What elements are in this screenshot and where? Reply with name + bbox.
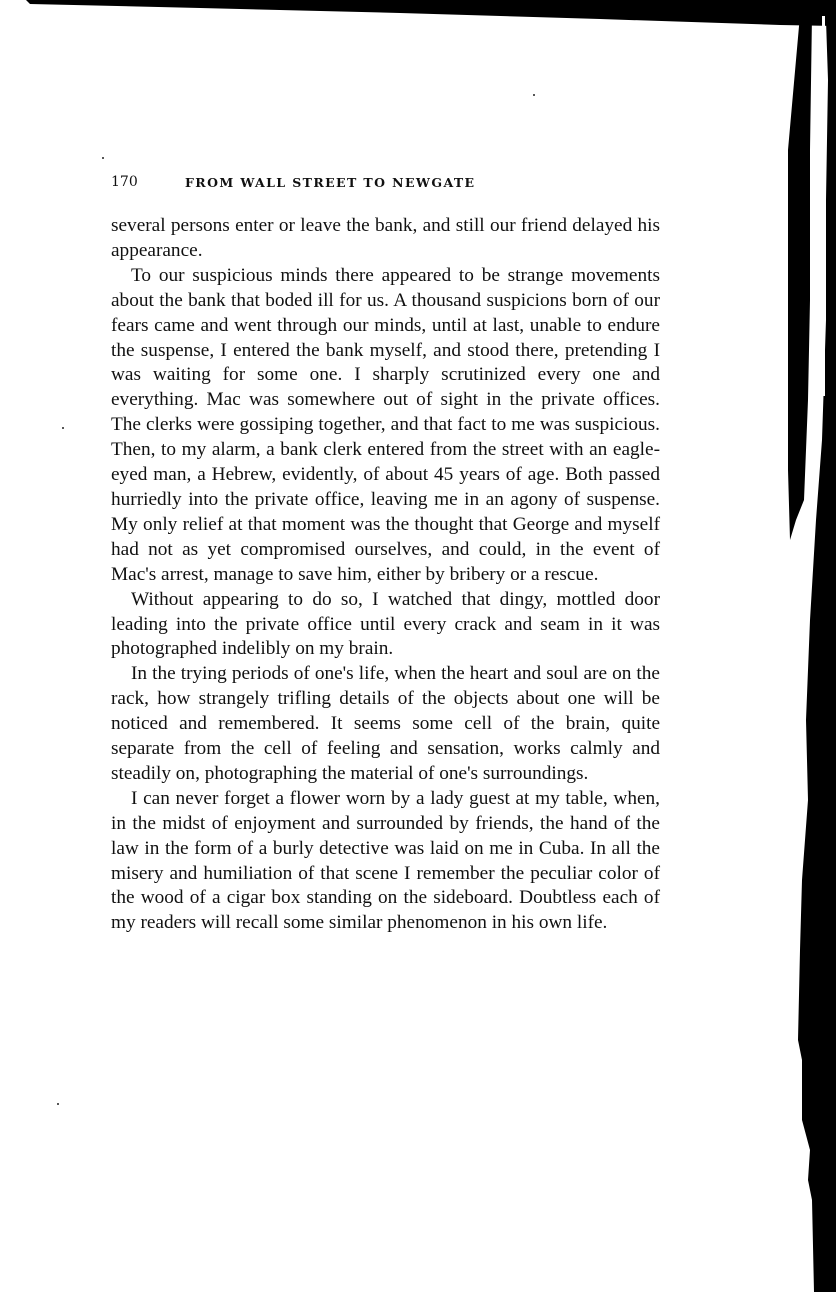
scan-right-edge-shadow (740, 0, 836, 1292)
body-text (111, 214, 660, 936)
scan-speck (533, 94, 535, 96)
page-number: 170 (111, 174, 138, 190)
scan-speck (62, 427, 64, 429)
paragraph: In the trying periods of one's life, when the heart and soul are on the rack, how strangely trifling details of the objects about one will be noticed and remembered. It seems some cell of the brain, quite separate from the cell of feeling and sensation, works calmly and steadily on, photographing the material of one's surroundings. (111, 663, 660, 784)
running-head: FROM WALL STREET TO NEWGATE (185, 175, 476, 190)
paragraph: To our suspicious minds there appeared to be strange movements about the bank that boded ill for us. A thousand suspicions born of our fears came and went through our minds, until at last, unable to endure the suspense, I entered the bank myself, and stood there, pretending I was waiting for some one. I sharply scrutinized every one and everything. Mac was somewhere out of sight in the private offices. The clerks were gossiping together, and that fact to me was suspicious. Then, to my alarm, a bank clerk entered from the street with an eagle-eyed man, a Hebrew, evidently, of about 45 years of age. Both passed hurriedly into the private office, leaving me in an agony of suspense. My only relief at that moment was the thought that George and myself had not as yet compromised ourselves, and could, in the event of Mac's arrest, manage to save him, either by bribery or a rescue. (111, 264, 660, 585)
scan-speck (102, 157, 104, 159)
scan-top-edge-shadow (0, 0, 836, 30)
scan-speck (57, 1103, 59, 1105)
paragraph: I can never forget a flower worn by a lady guest at my table, when, in the midst of enjoyment and surrounded by friends, the hand of the law in the form of a burly detective was laid on me in Cuba. In all the misery and humiliation of that scene I remember the peculiar color of the wood of a cigar box standing on the sideboard. Doubtless each of my readers will recall some similar phenomenon in his own life. (111, 787, 660, 934)
paragraph: Without appearing to do so, I watched that dingy, mottled door leading into the private office until every crack and seam in it was photographed indelibly on my brain. (111, 588, 660, 660)
paragraph: several persons enter or leave the bank, and still our friend delayed his appearance. (111, 215, 660, 261)
